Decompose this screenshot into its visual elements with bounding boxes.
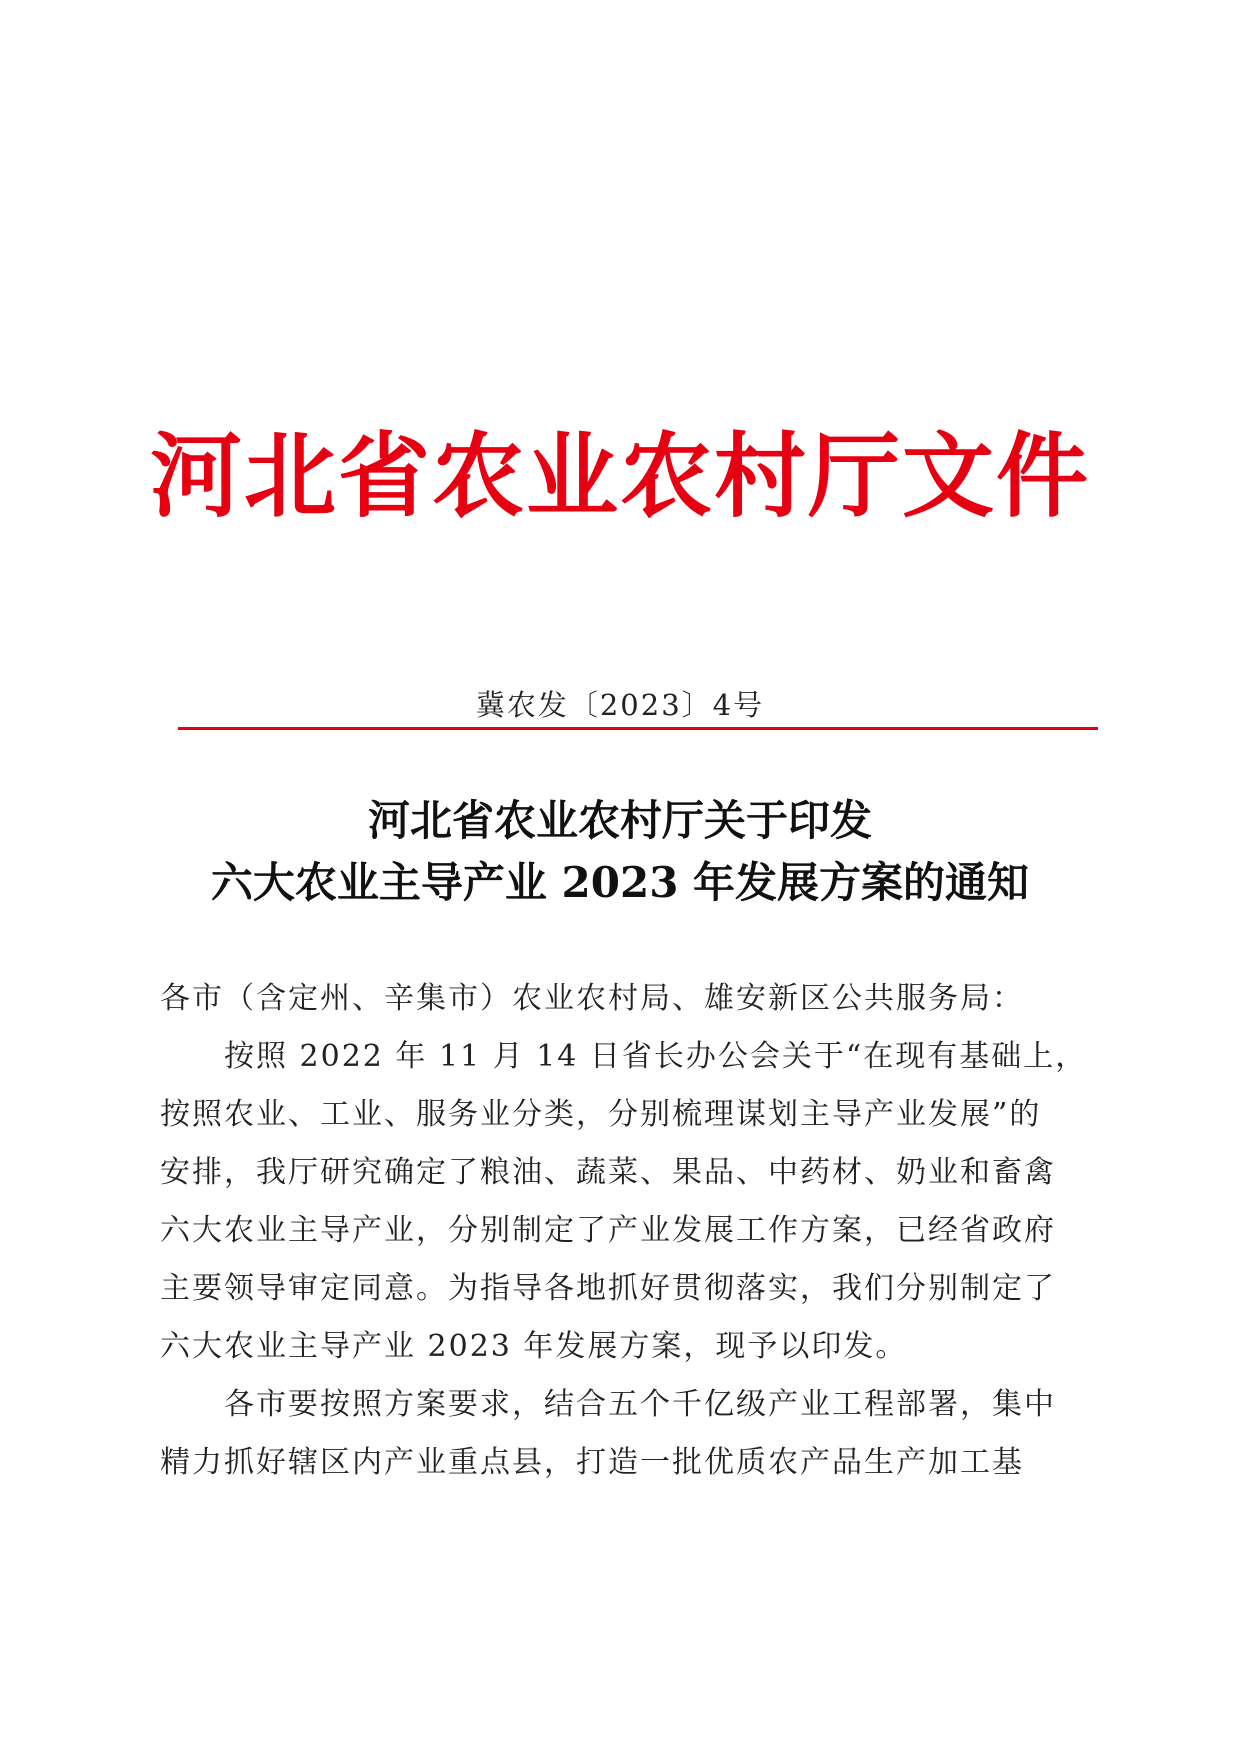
red-separator-line	[178, 727, 1098, 730]
paragraph-1-line: 主要领导审定同意。为指导各地抓好贯彻落实，我们分别制定了	[160, 1271, 1056, 1306]
paragraph-2-line: 精力抓好辖区内产业重点县，打造一批优质农产品生产加工基	[160, 1445, 1024, 1480]
agency-red-header: 河北省农业农村厅文件	[149, 422, 1090, 530]
title-line-1: 河北省农业农村厅关于印发	[367, 796, 872, 845]
addressee: 各市（含定州、辛集市）农业农村局、雄安新区公共服务局：	[160, 981, 1024, 1016]
paragraph-1-line: 按照 2022 年 11 月 14 日省长办公会关于“在现有基础上，	[224, 1039, 1088, 1074]
document-body	[160, 970, 1088, 1492]
paragraph-1-line: 安排，我厅研究确定了粮油、蔬菜、果品、中药材、奶业和畜禽	[160, 1155, 1056, 1190]
paragraph-1-line: 六大农业主导产业 2023 年发展方案，现予以印发。	[160, 1329, 908, 1364]
paragraph-1-line: 六大农业主导产业，分别制定了产业发展工作方案，已经省政府	[160, 1213, 1056, 1248]
paragraph-1-line: 按照农业、工业、服务业分类，分别梳理谋划主导产业发展”的	[160, 1097, 1042, 1132]
title-line-2: 六大农业主导产业 2023 年发展方案的通知	[210, 858, 1030, 907]
document-title	[0, 790, 1240, 914]
paragraph-2-line: 各市要按照方案要求，结合五个千亿级产业工程部署，集中	[224, 1387, 1056, 1422]
document-number: 冀农发〔2023〕4号	[475, 688, 765, 722]
